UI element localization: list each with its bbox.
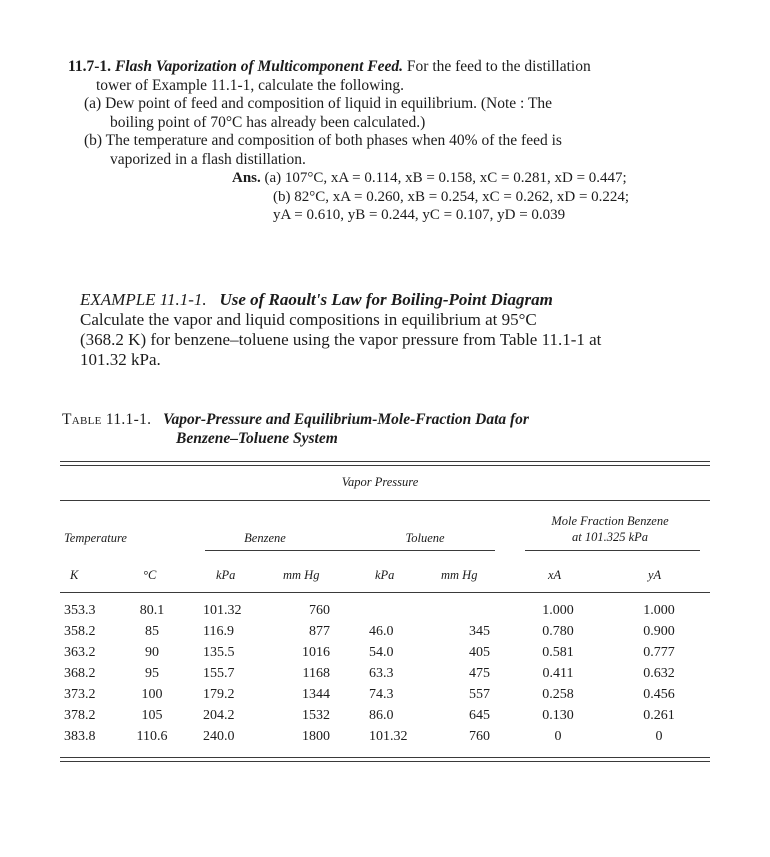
example-line-1: Calculate the vapor and liquid compositions in equilibrium at 95°C [80, 310, 537, 329]
table-cell-y: 1.000 [643, 603, 675, 618]
problem-part-a [68, 95, 718, 114]
table-cell-k: 373.2 [64, 687, 96, 702]
unit-k: K [70, 568, 79, 582]
problem-block [68, 58, 718, 225]
table-cell-b-mmhg: 877 [309, 624, 330, 639]
unit-toluene-kpa: kPa [375, 568, 395, 582]
example-line-2: (368.2 K) for benzene–toluene using the vapor pressure from Table 11.1-1 at [80, 330, 602, 349]
table-cell-b-mmhg: 760 [309, 603, 330, 618]
table-cell-k: 378.2 [64, 708, 96, 723]
vapor-pressure-rule [60, 500, 710, 501]
table-cell-b-mmhg: 1344 [302, 687, 330, 702]
table-cell-c: 85 [145, 624, 159, 639]
table-cell-b-mmhg: 1532 [302, 708, 330, 723]
table-cell-b-kpa: 204.2 [203, 708, 235, 723]
table-cell-t-kpa: 101.32 [369, 729, 408, 744]
table-title-2: Benzene–Toluene System [176, 430, 338, 447]
part-b-line-1: (b) The temperature and composition of both phases when 40% of the feed is [84, 132, 562, 149]
example-heading [80, 290, 720, 310]
unit-benzene-kpa: kPa [216, 568, 236, 582]
table-cell-b-kpa: 116.9 [203, 624, 234, 639]
table-cell-y: 0.900 [643, 624, 675, 639]
table-cell-t-mmhg: 475 [469, 666, 490, 681]
table-bottom-rule-2 [60, 761, 710, 762]
table-bottom-rule [60, 757, 710, 758]
answer-line-2: (b) 82°C, xA = 0.260, xB = 0.254, xC = 0.262, xD = 0.224; [273, 188, 630, 205]
table-cell-y: 0.456 [643, 687, 675, 702]
unit-y: yA [648, 568, 662, 582]
problem-line-1 [68, 58, 718, 77]
table-cell-y: 0.261 [643, 708, 675, 723]
table-cell-x: 0.581 [542, 645, 574, 660]
unit-benzene-mmhg: mm Hg [283, 568, 320, 582]
table-cell-b-kpa: 101.32 [203, 603, 242, 618]
table-cell-c: 110.6 [136, 729, 168, 744]
problem-title: Flash Vaporization of Multicomponent Feed. [114, 58, 404, 75]
problem-intro-2: tower of Example 11.1-1, calculate the following. [96, 76, 405, 94]
mole-fraction-header-2: at 101.325 kPa [571, 530, 649, 544]
table-cell-k: 368.2 [64, 666, 96, 681]
part-a-line-2: boiling point of 70°C has already been calculated.) [110, 113, 426, 131]
table-cell-b-kpa: 240.0 [203, 729, 235, 744]
problem-number: 11.7-1. [68, 58, 112, 75]
table-cell-t-kpa: 63.3 [369, 666, 394, 681]
table-cell-y: 0.632 [643, 666, 675, 681]
table-cell-k: 358.2 [64, 624, 96, 639]
table-cell-t-mmhg: 760 [469, 729, 490, 744]
table-cell-b-kpa: 155.7 [203, 666, 235, 681]
table-cell-t-mmhg: 405 [469, 645, 490, 660]
table-cell-b-mmhg: 1168 [302, 666, 330, 681]
mole-fraction-header-1: Mole Fraction Benzene [551, 514, 669, 528]
answer-block [68, 169, 718, 225]
table-cell-k: 353.3 [64, 603, 96, 618]
example-label: EXAMPLE 11.1-1. [80, 290, 207, 309]
table-cell-b-kpa: 135.5 [203, 645, 235, 660]
unit-x: xA [548, 568, 562, 582]
table-cell-x: 0.780 [542, 624, 574, 639]
table-cell-t-kpa: 54.0 [369, 645, 394, 660]
problem-intro-1: For the feed to the distillation [406, 58, 591, 75]
table-top-rule-2 [60, 465, 710, 466]
table-cell-c: 90 [145, 645, 159, 660]
example-title: Use of Raoult's Law for Boiling-Point Diagram [219, 290, 553, 309]
table-cell-x: 1.000 [542, 603, 574, 618]
table-cell-t-kpa: 86.0 [369, 708, 394, 723]
benzene-toluene-rule [205, 550, 495, 551]
table-label: Table 11.1-1. [62, 411, 152, 428]
table-top-rule [60, 461, 710, 462]
table-cell-k: 383.8 [64, 729, 96, 744]
mole-fraction-rule [525, 550, 700, 551]
table-cell-x: 0.411 [542, 666, 574, 681]
example-block [80, 290, 720, 370]
table-cell-t-mmhg: 557 [469, 687, 490, 702]
header-bottom-rule [60, 592, 710, 593]
answer-label: Ans. [232, 170, 261, 186]
table-cell-y: 0 [655, 729, 663, 744]
answer-line-3: yA = 0.610, yB = 0.244, yC = 0.107, yD = 0.039 [273, 207, 566, 223]
table-cell-t-mmhg: 645 [469, 708, 490, 723]
table-cell-t-kpa: 74.3 [369, 687, 394, 702]
table-cell-y: 0.777 [643, 645, 675, 660]
toluene-header: Toluene [405, 531, 445, 545]
example-line-3: 101.32 kPa. [80, 350, 161, 369]
table-cell-x: 0.258 [542, 687, 574, 702]
table-cell-c: 105 [141, 708, 163, 723]
table-cell-x: 0.130 [542, 708, 574, 723]
table-cell-b-kpa: 179.2 [203, 687, 235, 702]
part-a-line-1: (a) Dew point of feed and composition of liquid in equilibrium. (Note : The [84, 95, 553, 112]
answer-line-1: (a) 107°C, xA = 0.114, xB = 0.158, xC = 0.281, xD = 0.447; [264, 170, 627, 186]
table-cell-x: 0 [554, 729, 562, 744]
temperature-header: Temperature [64, 531, 127, 545]
table-cell-c: 95 [145, 666, 159, 681]
table-cell-t-kpa: 46.0 [369, 624, 394, 639]
table-cell-b-mmhg: 1800 [302, 729, 330, 744]
table-cell-b-mmhg: 1016 [302, 645, 330, 660]
table-cell-c: 80.1 [139, 603, 165, 618]
problem-part-b [68, 132, 718, 151]
unit-toluene-mmhg: mm Hg [441, 568, 478, 582]
benzene-header: Benzene [244, 531, 286, 545]
vapor-pressure-header: Vapor Pressure [341, 475, 419, 489]
unit-c: °C [143, 568, 157, 582]
table-cell-c: 100 [141, 687, 163, 702]
table-title-1: Vapor-Pressure and Equilibrium-Mole-Fraction Data for [162, 411, 529, 428]
part-b-line-2: vaporized in a flash distillation. [110, 150, 306, 168]
table-cell-k: 363.2 [64, 645, 96, 660]
table-cell-t-mmhg: 345 [469, 624, 490, 639]
table-caption [62, 410, 529, 448]
